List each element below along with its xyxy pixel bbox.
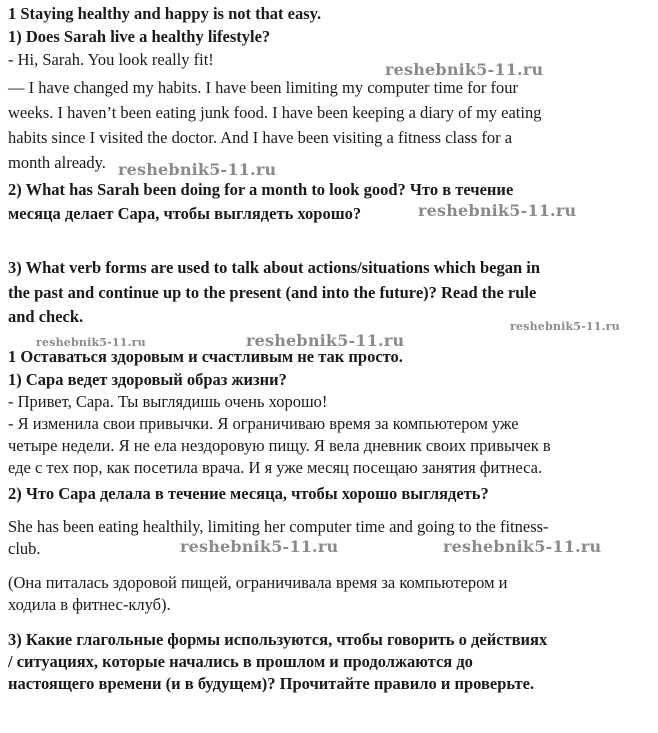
heading-ru: 1 Оставаться здоровым и счастливым не так просто. bbox=[8, 347, 403, 366]
dialogue-line-ru: - Привет, Сара. Ты выглядишь очень хорошо! bbox=[8, 392, 328, 411]
watermark-text: reshebnik5-11.ru bbox=[418, 201, 577, 220]
answer-ru: (Она питалась здоровой пищей, ограничивала время за компьютером и bbox=[8, 573, 508, 592]
dialogue-line: weeks. I haven’t been eating junk food. I have been keeping a diary of my eating bbox=[8, 103, 542, 122]
watermark-text: reshebnik5-11.ru bbox=[180, 537, 339, 556]
watermark-text: reshebnik5-11.ru bbox=[510, 320, 620, 333]
answer-en-cont: club. bbox=[8, 539, 41, 558]
question-3-en-cont: the past and continue up to the present (and into the future)? Read the rule bbox=[8, 283, 537, 302]
watermark-text: reshebnik5-11.ru bbox=[246, 331, 405, 350]
question-3-en-cont: and check. bbox=[8, 307, 84, 326]
dialogue-line: — I have changed my habits. I have been limiting my computer time for four bbox=[8, 78, 518, 97]
watermark-text: reshebnik5-11.ru bbox=[36, 336, 146, 349]
question-1-ru: 1) Сара ведет здоровый образ жизни? bbox=[8, 370, 287, 389]
question-3-ru-cont: настоящего времени (и в будущем)? Прочитайте правило и проверьте. bbox=[8, 674, 535, 693]
question-2-en-cont: месяца делает Сара, чтобы выглядеть хорошо? bbox=[8, 204, 362, 223]
dialogue-line-ru: - Я изменила свои привычки. Я ограничиваю время за компьютером уже bbox=[8, 414, 519, 433]
answer-en: She has been eating healthily, limiting her computer time and going to the fitness- bbox=[8, 517, 549, 536]
question-1-en: 1) Does Sarah live a healthy lifestyle? bbox=[8, 27, 271, 46]
dialogue-line: habits since I visited the doctor. And I have been visiting a fitness class for a bbox=[8, 128, 513, 147]
question-3-ru-cont: / ситуациях, которые начались в прошлом и продолжаются до bbox=[8, 652, 473, 671]
watermark-text: reshebnik5-11.ru bbox=[385, 60, 544, 79]
dialogue-line-ru: еде с тех пор, как посетила врача. И я уже месяц посещаю занятия фитнеса. bbox=[8, 458, 543, 477]
watermark-text: reshebnik5-11.ru bbox=[443, 537, 602, 556]
heading-staying-healthy: 1 Staying healthy and happy is not that easy. bbox=[8, 4, 322, 23]
question-2-en: 2) What has Sarah been doing for a month to look good? Что в течение bbox=[8, 180, 514, 199]
answer-ru-cont: ходила в фитнес-клуб). bbox=[8, 595, 171, 614]
question-2-ru: 2) Что Сара делала в течение месяца, чтобы хорошо выглядеть? bbox=[8, 484, 489, 503]
question-3-en: 3) What verb forms are used to talk about actions/situations which began in bbox=[8, 258, 541, 277]
watermark-text: reshebnik5-11.ru bbox=[118, 160, 277, 179]
dialogue-line: - Hi, Sarah. You look really fit! bbox=[8, 50, 214, 69]
dialogue-line: month already. bbox=[8, 153, 106, 172]
dialogue-line-ru: четыре недели. Я не ела нездоровую пищу. Я вела дневник своих привычек в bbox=[8, 436, 551, 455]
question-3-ru: 3) Какие глагольные формы используются, чтобы говорить о действиях bbox=[8, 630, 548, 649]
